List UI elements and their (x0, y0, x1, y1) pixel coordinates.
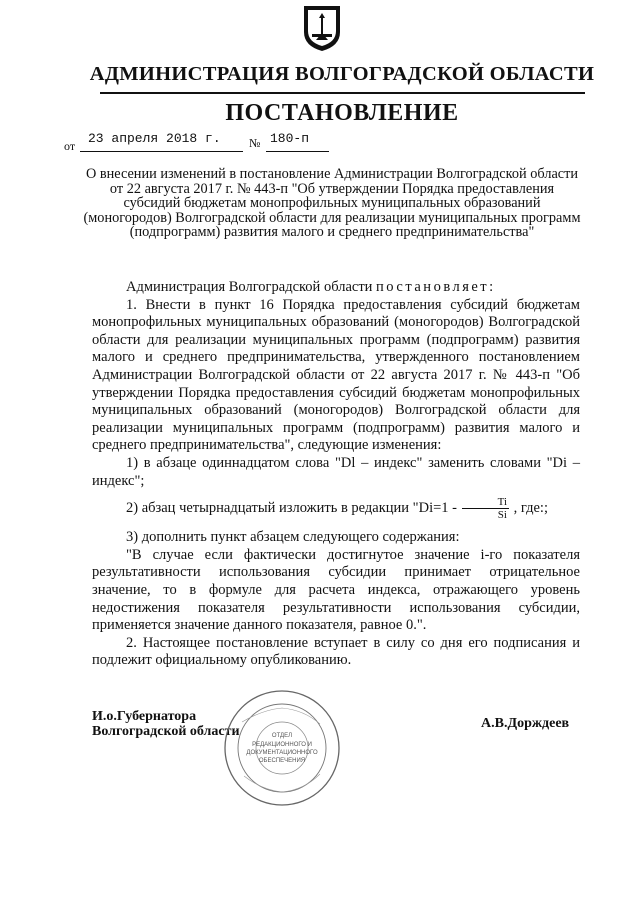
seal-line-4: ОБЕСПЕЧЕНИЯ (258, 758, 306, 764)
quoted-paragraph: "В случае если фактически достигнутое значение i-го показателя результативности использования субсидии принимает отрицательное значение, то в формуле для расчета индекса, отражающего уровень недостижения показателя результативности использования субсидии, применяется значение данного показателя, равное 0.". (92, 546, 580, 634)
date-prefix: от (64, 139, 76, 153)
number-underline (266, 151, 329, 152)
document-number: 180-п (270, 131, 310, 146)
formula-fraction (462, 496, 509, 521)
subitem-2 (92, 496, 580, 521)
preamble-verb: постановляет: (376, 279, 496, 295)
document-body (92, 279, 580, 670)
subitem-3: 3) дополнить пункт абзацем следующего содержания: (126, 529, 460, 546)
header-divider (100, 92, 585, 94)
seal-line-1: ОТДЕЛ (271, 733, 293, 739)
formula-numerator: Ti (462, 496, 509, 509)
document-date: 23 апреля 2018 г. (88, 131, 221, 146)
seal-line-2: РЕДАКЦИОННОГО И (252, 742, 312, 748)
signatory-title-line2: Волгоградской области (92, 724, 240, 739)
document-subject: О внесении изменений в постановление Администрации Волгоградской области от 22 августа 2017 г. № 443-п "Об утверждении Порядка предоставления субсидий бюджетам монопрофильных муниципальных образований (моногородов) Волгоградской области для реализации муниципальных программ (подпрограмм) развития малого и среднего предпринимательства" (83, 166, 581, 241)
number-prefix: № (249, 136, 261, 150)
paragraph-item-2: 2. Настоящее постановление вступает в силу со дня его подписания и подлежит официальному опубликованию. (92, 634, 580, 669)
signatory-title-line1: И.о.Губернатора (92, 709, 197, 724)
signatory-name: А.В.Дорждеев (481, 716, 570, 731)
preamble-text: Администрация Волгоградской области (126, 279, 373, 295)
date-underline (80, 151, 243, 152)
preamble (92, 279, 580, 297)
coat-of-arms-icon (300, 4, 344, 52)
official-seal-stamp (222, 688, 342, 808)
document-type-title: ПОСТАНОВЛЕНИЕ (225, 100, 459, 126)
subitem-2-suffix: , где:; (513, 499, 548, 516)
signatory-title (92, 709, 240, 739)
formula-denominator: Si (497, 509, 507, 522)
subitem-2-text: 2) абзац четырнадцатый изложить в редакции "Di=1 - (126, 499, 457, 516)
organization-title: АДМИНИСТРАЦИЯ ВОЛГОГРАДСКОЙ ОБЛАСТИ (89, 63, 595, 85)
subitem-1: 1) в абзаце одиннадцатом слова "Dl – индекс" заменить словами "Di – индекс"; (92, 454, 580, 489)
seal-line-3: ДОКУМЕНТАЦИОННОГО (246, 750, 318, 756)
paragraph-item-1: 1. Внести в пункт 16 Порядка предоставления субсидий бюджетам монопрофильных муниципальных образований (моногородов) Волгоградской области для реализации муниципальных программ (подпрограмм) развития малого и среднего предпринимательства, утвержденного постановлением Администрации Волгоградской области от 22 августа 2017 г. № 443-п "Об утверждении Порядка предоставления субсидий бюджетам монопрофильных муниципальных образований (моногородов) Волгоградской области для реализации муниципальных программ (подпрограмм) развития малого и среднего предпринимательства", следующие изменения: (92, 296, 580, 454)
